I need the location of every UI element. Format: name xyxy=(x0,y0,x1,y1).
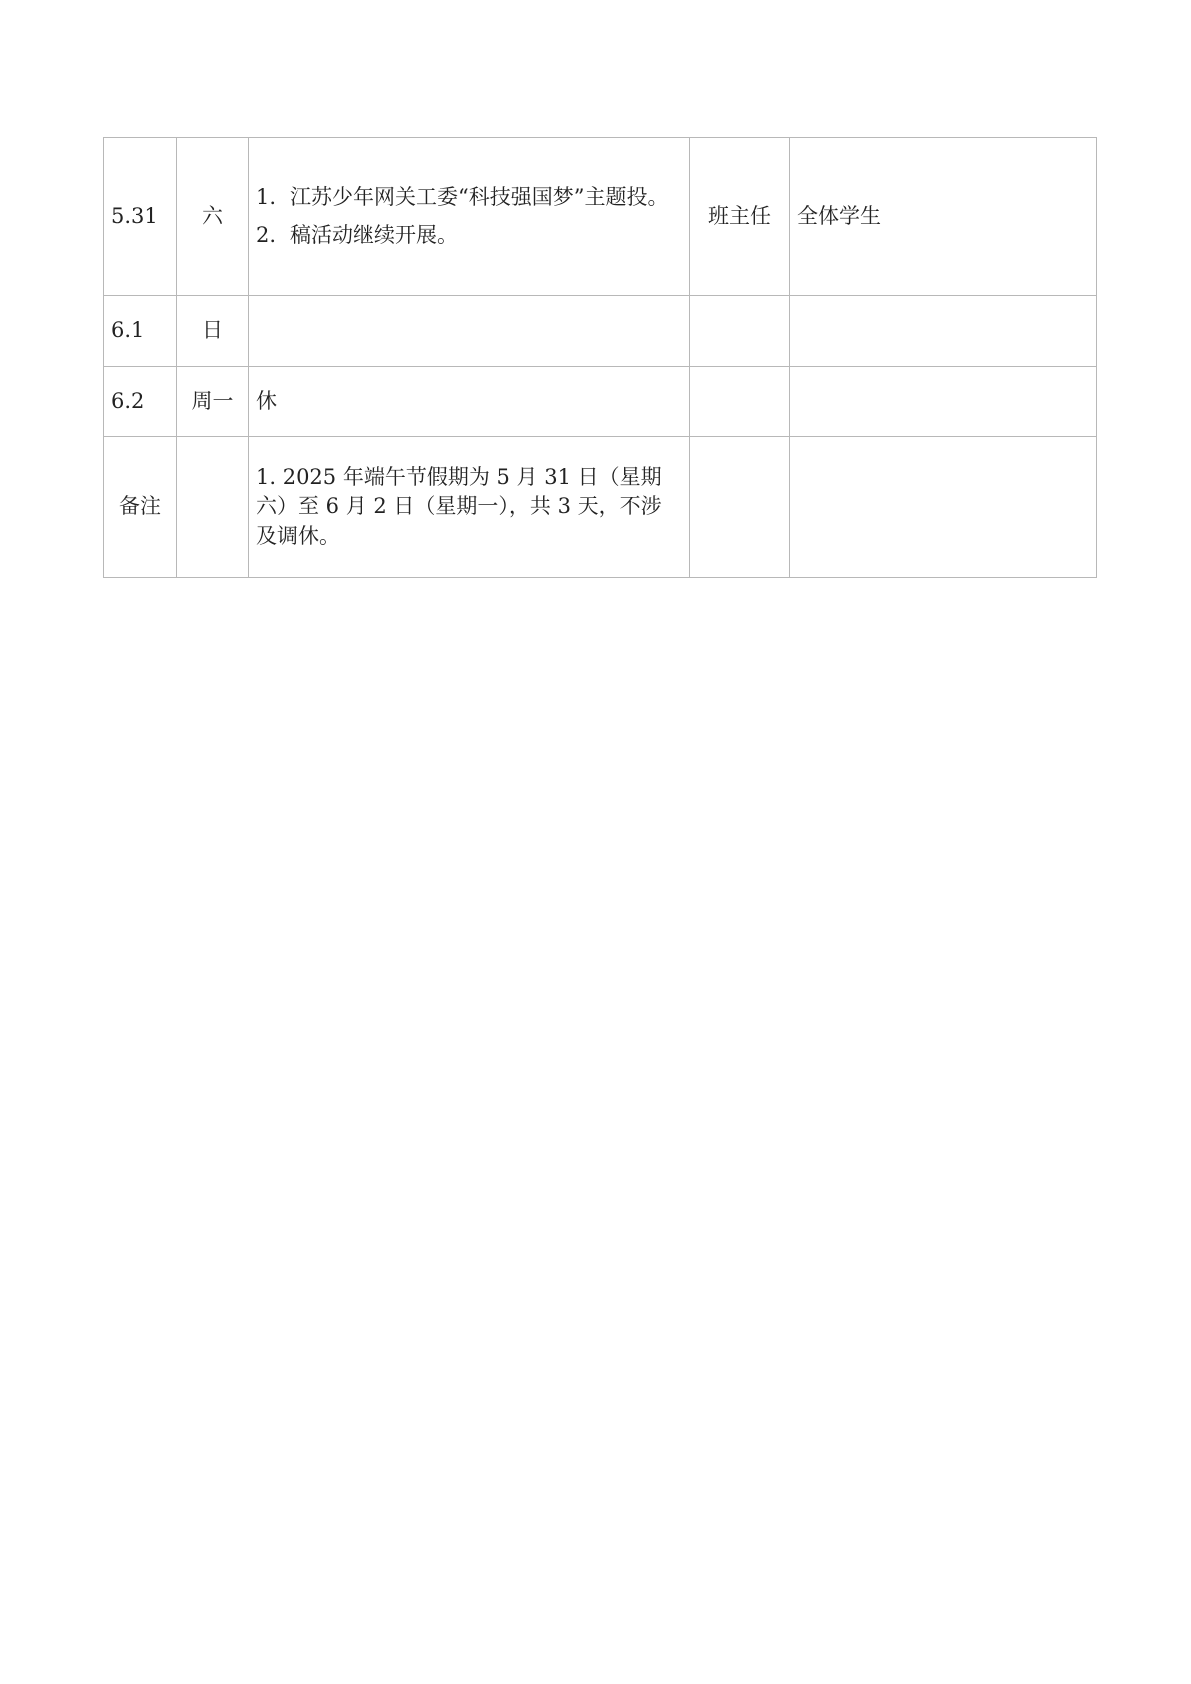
weekday-cell xyxy=(177,437,249,578)
table-row xyxy=(104,138,1097,296)
target-cell xyxy=(790,296,1097,367)
date-cell: 5.31 xyxy=(104,138,177,296)
date-cell: 6.2 xyxy=(104,367,177,437)
target-cell: 全体学生 xyxy=(790,138,1097,296)
list-item-number: 2. xyxy=(256,222,277,247)
target-cell xyxy=(790,367,1097,437)
weekday-cell: 六 xyxy=(177,138,249,296)
table-row xyxy=(104,367,1097,437)
owner-cell: 班主任 xyxy=(690,138,790,296)
schedule-table xyxy=(103,137,1097,578)
remarks-label: 备注 xyxy=(104,437,177,578)
content-cell xyxy=(249,296,690,367)
date-cell: 6.1 xyxy=(104,296,177,367)
target-cell xyxy=(790,437,1097,578)
owner-cell xyxy=(690,296,790,367)
remarks-note: 1. 2025 年端午节假期为 5 月 31 日（星期六）至 6 月 2 日（星期一），共 3 天，不涉及调休。 xyxy=(249,437,690,578)
table-row xyxy=(104,296,1097,367)
list-item xyxy=(256,221,682,250)
weekday-cell: 日 xyxy=(177,296,249,367)
list-item-text: 稿活动继续开展。 xyxy=(290,222,458,247)
list-item-number: 1. xyxy=(256,185,277,210)
owner-cell xyxy=(690,437,790,578)
table-row xyxy=(104,437,1097,578)
owner-cell xyxy=(690,367,790,437)
content-cell: 休 xyxy=(249,367,690,437)
activity-list xyxy=(256,183,682,250)
weekday-cell: 周一 xyxy=(177,367,249,437)
list-item-text: 江苏少年网关工委“科技强国梦”主题投。 xyxy=(290,185,669,210)
list-item xyxy=(256,183,682,212)
content-cell xyxy=(249,138,690,296)
